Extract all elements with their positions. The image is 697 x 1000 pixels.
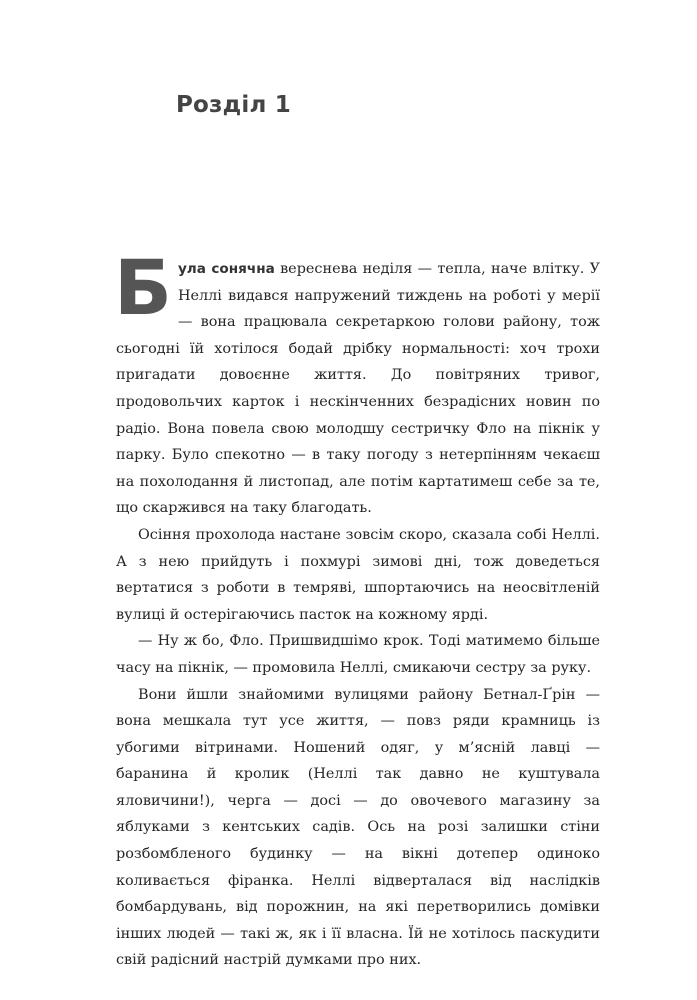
paragraph-4: Вони йшли знайомими вулицями району Бетнал-Ґрін — вона мешкала тут усе життя, — повз ряди крамниць із убогими вітринами. Ношений одяг, у м’ясній лавці — баранина й кролик (Неллі так давно не куштувала яловичини!), черга — досі — до овочевого магазину за яблуками з кентських садів. Ось на розі залишки стіни розбомбленого будинку — на вікні дотепер одиноко коливається фіранка. Неллі відверталася від наслідків бомбардувань, від порожнин, на які перетворились домівки інших людей — такі ж, як і її власна. Їй не хотілось паскудити свій радісний настрій думками про них.: [116, 686, 600, 969]
drop-cap: Б: [114, 243, 172, 332]
paragraph-2: Осіння прохолода настане зовсім скоро, сказала собі Неллі. А з нею прийдуть і похмурі зимові дні, тож доведеться вертатися з роботи в темряві, шпортаючись на неосвітленій вулиці й остерігаючись пасток на кожному ярді.: [116, 526, 600, 623]
chapter-text: [114, 243, 600, 974]
chapter-title: Розділ 1: [176, 92, 291, 118]
paragraph-3: — Ну ж бо, Фло. Пришвидшімо крок. Тоді матимемо більше часу на пікнік, — промовила Неллі, смикаючи сестру за руку.: [116, 633, 600, 676]
lead-in-words: ула сонячна: [177, 261, 275, 277]
paragraph-1: [114, 243, 600, 522]
paragraph-text: вереснева неділя — тепла, наче влітку. У Неллі видався напружений тиждень на роботі у мерії — вона працювала секретаркою голови району, тож сьогодні їй хотілося бодай дрібку нормальності: хоч трохи пригадати довоєнне життя. До повітряних тривог, продовольчих карток і нескінченних безрадісних новин по радіо. Вона повела свою молодшу сестричку Фло на пікнік у парку. Було спекотно — в таку погоду з нетерпінням чекаєш на похолодання й листопад, але потім картатимеш себе за те, що скаржився на таку благодать.: [116, 261, 600, 517]
